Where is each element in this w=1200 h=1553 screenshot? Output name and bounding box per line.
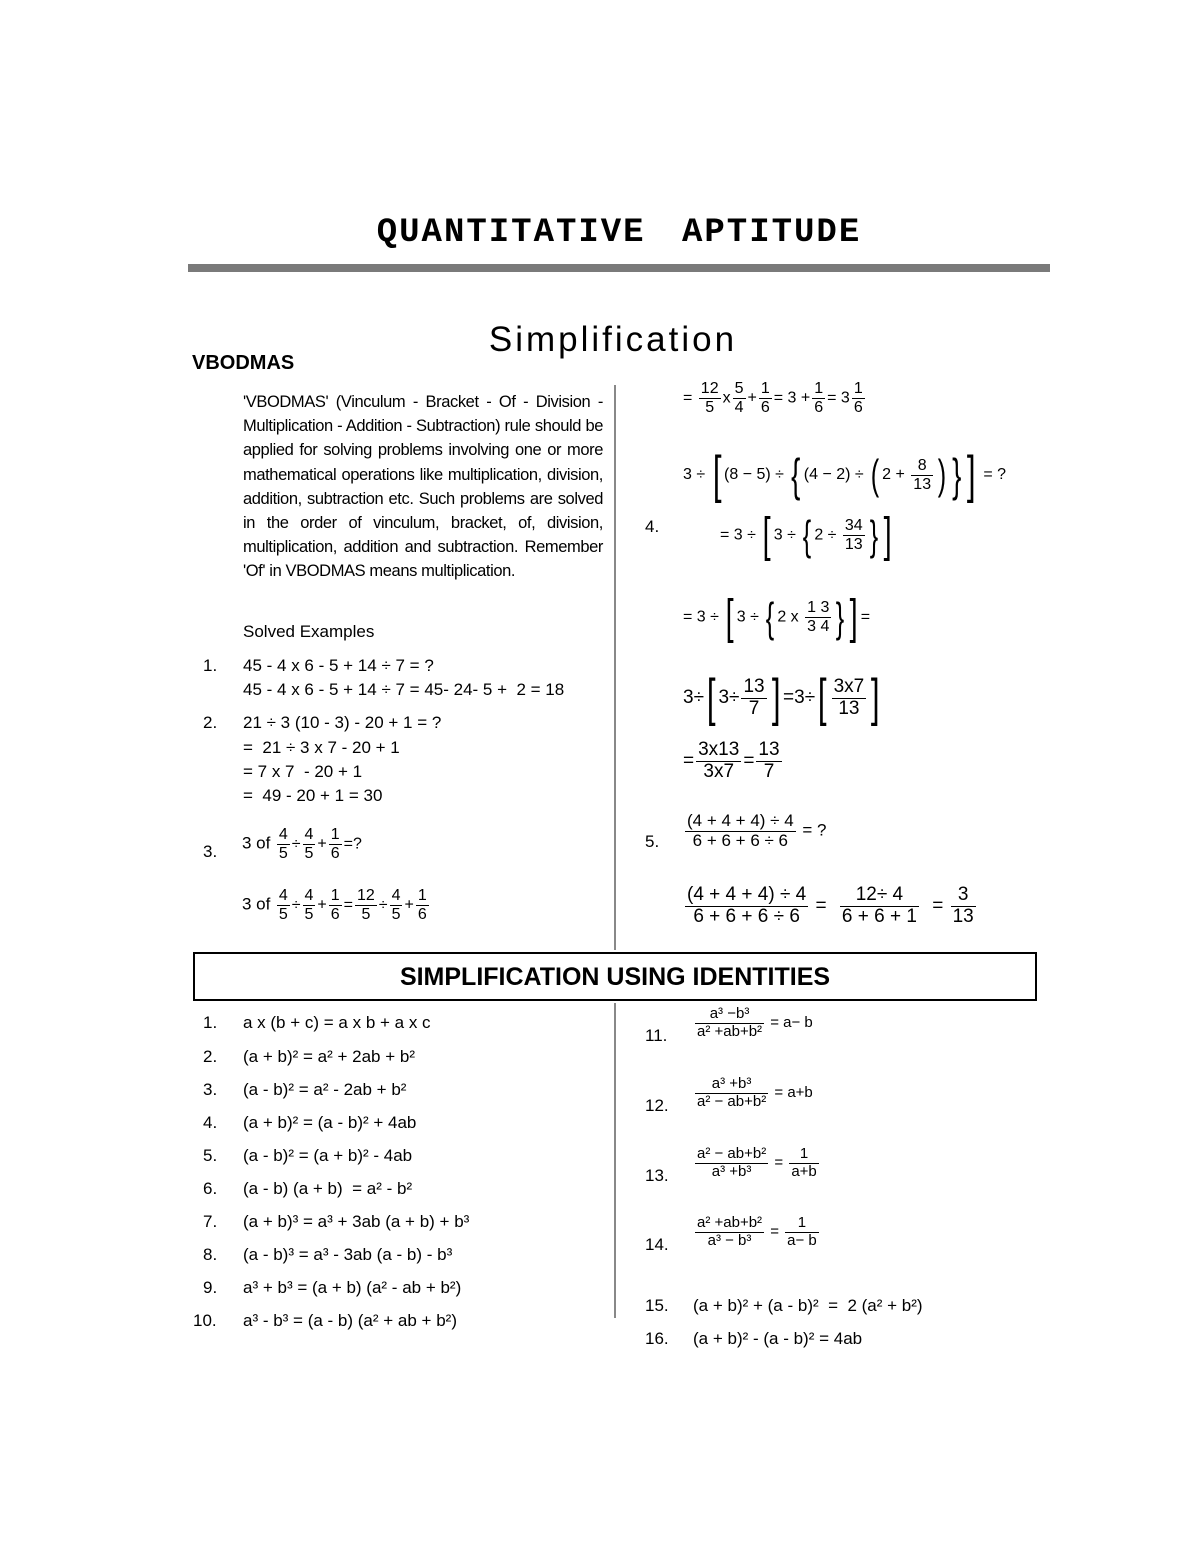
fraction-denominator: 3x7 [703,760,735,782]
identity-number: 9. [203,1278,218,1297]
fraction-numerator: 8 [911,457,933,476]
fraction-numerator: 1 [785,1215,819,1233]
math-term: = [860,608,871,626]
fraction-denominator: 13 [838,697,860,719]
math-term: 3 ÷ [683,466,706,484]
bracket: } [836,593,845,641]
math-term: = [683,750,695,772]
fraction-numerator: 34 [844,517,863,535]
identity-number: 13. [645,1166,669,1185]
fraction-numerator: 13 [758,739,780,760]
fraction-numerator: 3x13 [698,739,740,760]
bracket: { [803,511,812,559]
fraction-numerator: a² +ab+b² [697,1214,763,1231]
identity-formula [693,1146,821,1180]
identity-number: 11. [645,1026,668,1045]
example-3-step [242,887,431,923]
operator: ÷ [378,896,388,914]
example-number: 3. [203,842,218,861]
fraction-numerator: a² − ab+b² [697,1145,767,1162]
identity-formula: (a + b)² - (a - b)² = 4ab [693,1329,863,1348]
math-term: 3÷ [718,687,740,709]
fraction-denominator: 7 [763,760,775,782]
bracket: { [791,449,801,501]
identity-number: 16. [645,1329,669,1348]
fraction-numerator: a³ −b³ [695,1006,764,1024]
fraction-denominator: 13 [844,536,863,553]
fraction-denominator: 5 [304,905,314,923]
fraction [695,1006,764,1040]
identity-number: 8. [203,1245,218,1264]
operator: ÷ [291,835,301,853]
identity-formula: (a + b)² = (a - b)² + 4ab [243,1113,417,1132]
math-term: 2 ÷ [814,526,837,544]
identity-number: 14. [645,1235,669,1254]
fraction-numerator: 5 [734,380,744,397]
identities-heading: SIMPLIFICATION USING IDENTITIES [193,952,1037,1001]
example-number: 2. [203,713,218,732]
operator: = [770,1083,788,1101]
math-term: 3 ÷ [773,526,796,544]
identity-number: 10. [193,1311,217,1330]
fraction-denominator: 5 [705,398,715,416]
section-heading: VBODMAS [192,352,295,374]
bracket: ] [871,669,880,727]
math-term: = [743,750,755,772]
example-line: 45 - 4 x 6 - 5 + 14 ÷ 7 = 45- 24- 5 + 2 = 18 [243,680,565,699]
fraction-denominator: 5 [391,905,401,923]
math-term: = ? [802,820,827,840]
identity-formula: a³ - b³ = (a - b) (a² + ab + b²) [243,1311,457,1330]
bracket: [ [706,669,716,727]
math-term: =3÷ [783,687,816,709]
fraction-denominator: 6 + 6 + 1 [841,905,917,927]
fraction-denominator: 13 [913,475,932,493]
operator: + [404,896,414,914]
fraction-denominator: 6 [330,905,340,923]
fraction-denominator: 6 + 6 + 6 ÷ 6 [692,830,788,850]
identity-formula: (a - b)² = a² - 2ab + b² [243,1080,407,1099]
operator: = [343,835,353,853]
identity-number: 4. [203,1113,218,1132]
bracket: [ [763,509,772,562]
fraction-numerator: (4 + 4 + 4) ÷ 4 [687,811,794,830]
column-divider [614,385,616,950]
math-term: (4 − 2) ÷ [803,466,864,484]
fraction [789,1146,818,1180]
operator: = [770,1153,788,1171]
identity-number: 2. [203,1047,218,1066]
fraction-denominator: 5 [278,905,288,923]
identity-formula: a x (b + c) = a x b + a x c [243,1013,431,1032]
bracket: { [766,593,775,641]
math-term: 2 x [777,608,799,626]
identity-result: a+b [787,1083,813,1101]
math-term: 2 + [882,466,905,484]
example-line: 21 ÷ 3 (10 - 3) - 20 + 1 = ? [243,713,442,732]
identity-number: 12. [645,1096,669,1115]
fraction-numerator: 12÷ 4 [840,885,919,907]
bracket: [ [818,669,827,727]
fraction-numerator: 4 [304,826,314,843]
math-term: 3 ÷ [736,608,759,626]
fraction-denominator: a³ − b³ [707,1231,752,1249]
fraction-denominator: 6 [853,398,863,416]
fraction-denominator: 6 [330,844,340,862]
example-4-step-1 [720,508,894,563]
fraction-numerator: 4 [391,887,401,904]
math-term: (8 − 5) ÷ [724,466,784,484]
bracket: [ [712,446,722,504]
fraction-denominator: 6 + 6 + 6 ÷ 6 [693,905,800,927]
identity-formula: (a - b)² = (a + b)² - 4ab [243,1146,413,1165]
fraction-numerator: a³ +b³ [695,1076,768,1094]
operator: = [766,1013,784,1031]
fraction-denominator: 13 [952,905,974,927]
operator: + [747,389,757,407]
math-term: = 3 ÷ [720,526,756,544]
fraction-numerator: 1 [330,826,340,843]
math-term: 3÷ [683,687,704,709]
fraction-denominator: 5 [278,844,288,862]
fraction-numerator: 13 [743,675,765,697]
example-number: 4. [645,517,660,536]
fraction [695,1215,764,1249]
example-line: = 49 - 20 + 1 = 30 [243,786,383,805]
fraction [695,1146,768,1180]
identity-formula: (a + b)² + (a - b)² = 2 (a² + b²) [693,1296,923,1315]
result-term: 3 + [787,389,811,407]
fraction-denominator: 6 [417,905,427,923]
fraction-denominator: 5 [304,844,314,862]
fraction-denominator: a² − ab+b² [697,1092,767,1110]
example-4-step-2 [683,590,870,645]
fraction-numerator: 1 [853,380,863,397]
fraction-numerator: 1 [330,887,340,904]
column-divider-lower [614,1003,616,1318]
fraction-numerator: 4 [278,826,288,843]
fraction-numerator: 1 [760,380,770,397]
fraction-numerator: 3x7 [833,675,865,697]
fraction [695,1076,768,1110]
example-4-step-3 [683,668,883,728]
question-mark: ? [353,835,362,853]
example-number: 5. [645,832,660,851]
bracket: ] [771,669,781,727]
example-number: 1. [203,656,218,675]
identity-result: a− b [783,1013,813,1031]
identity-number: 5. [203,1146,218,1165]
fraction-denominator: 5 [361,905,371,923]
identity-formula: (a + b)² = a² + 2ab + b² [243,1047,415,1066]
title-divider [188,264,1050,272]
example-3-question [242,826,362,862]
operator: = [932,895,944,917]
identity-formula: a³ + b³ = (a + b) (a² - ab + b²) [243,1278,462,1297]
fraction-numerator: (4 + 4 + 4) ÷ 4 [687,884,807,905]
chapter-title: Simplification [488,320,738,359]
fraction-numerator: 12 [700,380,719,397]
operator: ÷ [291,896,301,914]
example-4-step-4 [683,740,784,783]
example-3-result [683,380,867,416]
identity-number: 1. [203,1013,218,1032]
fraction-denominator: a+b [791,1162,817,1180]
fraction-numerator: 1 [789,1146,818,1164]
fraction-denominator: 7 [748,697,760,719]
math-term: = 3 ÷ [683,608,719,626]
operator: x [722,389,731,407]
bracket: ] [967,446,977,504]
operator: = [343,896,353,914]
identity-number: 15. [645,1296,669,1315]
fraction-numerator: 4 [304,887,314,904]
page-title: QUANTITATIVE APTITUDE [376,214,862,252]
bracket: ] [850,591,859,644]
fraction-numerator: 4 [278,887,288,904]
fraction-numerator: 1 [417,887,427,904]
fraction-denominator: a³ +b³ [711,1162,752,1180]
identity-formula [693,1076,813,1110]
identity-number: 3. [203,1080,218,1099]
identity-number: 7. [203,1212,218,1231]
operator: = [766,1222,784,1240]
operator: = [683,389,693,407]
result-term: = 3 [827,389,850,407]
example-5-solution [683,885,978,928]
fraction-numerator: 12 [357,887,375,904]
of-text: 3 of [242,894,271,914]
fraction [785,1215,819,1249]
identity-formula: (a - b)³ = a³ - 3ab (a - b) - b³ [243,1245,453,1264]
bracket: } [869,511,878,559]
fraction-denominator: 4 [734,398,744,416]
fraction-denominator: 6 [814,398,824,416]
identity-formula [693,1215,821,1249]
example-5-question [683,812,827,850]
fraction-denominator: a² +ab+b² [697,1022,763,1040]
identity-formula: (a + b)³ = a³ + 3ab (a + b) + b³ [243,1212,470,1231]
example-line: 45 - 4 x 6 - 5 + 14 ÷ 7 = ? [243,656,434,675]
vbodmas-description: 'VBODMAS' (Vinculum - Bracket - Of - Division - Multiplication - Addition - Subtraction) rule should be applied for solving problems involving one or more mathematical operations like multiplication, division, addition, subtraction etc. Such problems are solved in the order of vinculum, bracket, of, division, multiplication, addition and subtraction. Remember 'Of' in VBODMAS means multiplication. [243,393,603,581]
example-4-question [683,445,1006,505]
fraction-numerator: 3 [951,885,976,907]
example-line: = 21 ÷ 3 x 7 - 20 + 1 [243,738,400,757]
fraction-denominator: 6 [760,398,770,416]
operator: + [317,835,327,853]
example-line: = 7 x 7 - 20 + 1 [243,762,363,781]
solved-examples-label: Solved Examples [243,622,375,641]
fraction-denominator: 3 4 [807,618,830,635]
bracket: } [952,449,962,501]
identity-formula [693,1006,813,1040]
operator: + [317,896,327,914]
fraction-denominator: a− b [787,1231,817,1249]
operator: = [773,389,784,407]
fraction-numerator: 1 [814,380,824,397]
math-term: = ? [983,466,1007,484]
bracket: ) [937,451,947,498]
bracket: ( [870,451,880,498]
operator: = [815,895,827,917]
identity-formula: (a - b) (a + b) = a² - b² [243,1179,413,1198]
bracket: ] [883,509,892,562]
fraction-numerator: 1 3 [807,599,830,617]
bracket: [ [726,591,735,644]
of-text: 3 of [242,833,271,853]
identity-number: 6. [203,1179,218,1198]
